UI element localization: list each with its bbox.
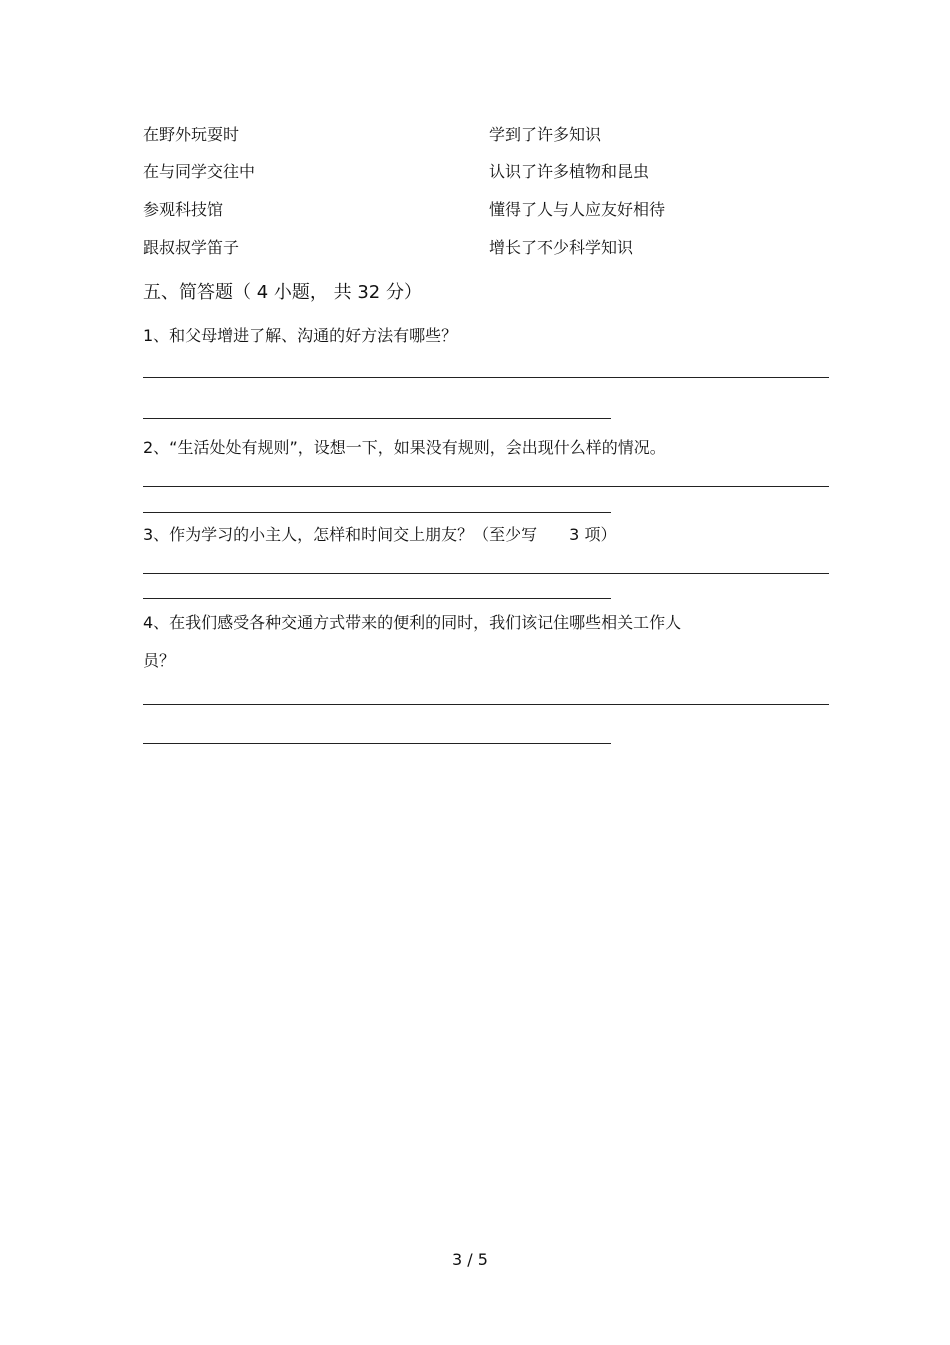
section-title: 五、简答题（ 4 小题， 共 32 分） xyxy=(143,282,422,303)
match-left-item-3: 参观科技馆 xyxy=(143,200,224,219)
match-right-item-4: 增长了不少科学知识 xyxy=(489,238,634,257)
match-left-item-4: 跟叔叔学笛子 xyxy=(143,238,240,257)
answer-line[interactable] xyxy=(143,743,611,744)
question-2: 2、“生活处处有规则”，设想一下，如果没有规则，会出现什么样的情况。 xyxy=(143,438,666,457)
page-number: 3 / 5 xyxy=(452,1250,488,1269)
match-right-item-3: 懂得了人与人应友好相待 xyxy=(489,200,666,219)
match-left-item-2: 在与同学交往中 xyxy=(143,162,256,181)
question-3: 3、作为学习的小主人，怎样和时间交上朋友？（至少写 3 项） xyxy=(143,525,617,544)
question-4-line-1: 4、在我们感受各种交通方式带来的便利的同时，我们该记住哪些相关工作人 xyxy=(143,613,682,632)
question-4-line-2: 员？ xyxy=(143,651,176,670)
answer-line[interactable] xyxy=(143,598,611,599)
answer-line[interactable] xyxy=(143,486,829,487)
match-left-item-1: 在野外玩耍时 xyxy=(143,125,240,144)
answer-line[interactable] xyxy=(143,512,611,513)
match-right-item-1: 学到了许多知识 xyxy=(489,125,602,144)
answer-line[interactable] xyxy=(143,573,829,574)
match-right-item-2: 认识了许多植物和昆虫 xyxy=(489,162,650,181)
answer-line[interactable] xyxy=(143,418,611,419)
question-1: 1、和父母增进了解、沟通的好方法有哪些？ xyxy=(143,326,458,345)
answer-line[interactable] xyxy=(143,704,829,705)
answer-line[interactable] xyxy=(143,377,829,378)
